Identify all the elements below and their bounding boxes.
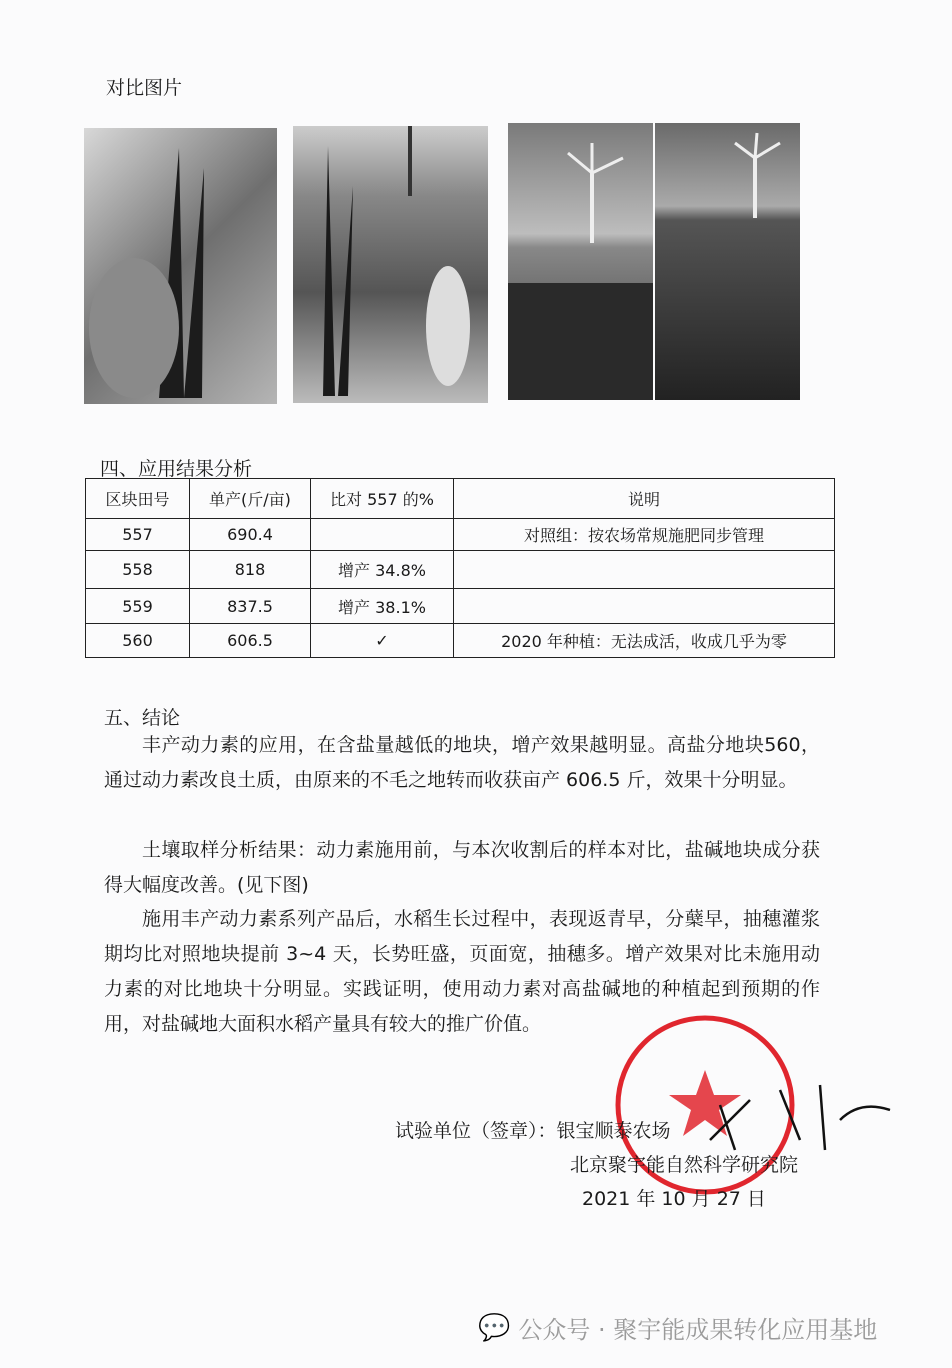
table-row (86, 551, 835, 589)
watermark (478, 1310, 877, 1345)
header-cell: 区块田号 (86, 479, 190, 519)
cell (454, 551, 835, 589)
signature-date: 2021 年 10 月 27 日 (582, 1188, 766, 1210)
paragraph: 丰产动力素的应用，在含盐量越低的地块，增产效果越明显。高盐分地块560，通过动力素改良土质，由原来的不毛之地转而收获亩产 606.5 斤，效果十分明显。 (104, 734, 820, 791)
cell: 增产 38.1% (311, 589, 454, 624)
header-cell: 说明 (454, 479, 835, 519)
header-cell: 单产(斤/亩) (190, 479, 311, 519)
table-header-row (86, 479, 835, 519)
test-unit-2: 北京聚宇能自然科学研究院 (570, 1154, 799, 1176)
rice-panicle-image (293, 126, 488, 403)
header-cell: 比对 557 的% (311, 479, 454, 519)
cell: 818 (190, 551, 311, 589)
photo-wind-turbine-field-after (655, 123, 800, 400)
results-table (85, 478, 835, 658)
paragraph: 土壤取样分析结果：动力素施用前，与本次收割后的样本对比，盐碱地块成分获得大幅度改善。(见下图) (104, 839, 820, 896)
photo-rice-leaves-2 (293, 126, 488, 403)
watermark-text: 公众号 · 聚宇能成果转化应用基地 (518, 1316, 878, 1344)
cell: 690.4 (190, 519, 311, 551)
signature-label (395, 1116, 671, 1143)
cell: 837.5 (190, 589, 311, 624)
wechat-icon: 💬 (478, 1312, 511, 1343)
cell: 560 (86, 624, 190, 658)
section5-title: 五、结论 (104, 707, 181, 729)
table-row (86, 624, 835, 658)
cell (311, 519, 454, 551)
table-row (86, 589, 835, 624)
rice-leaf-image (84, 128, 277, 404)
photo-wind-turbine-field-before (508, 123, 653, 400)
cell (454, 589, 835, 624)
cell: 增产 34.8% (311, 551, 454, 589)
photos-title: 对比图片 (106, 77, 183, 99)
cell: 557 (86, 519, 190, 551)
wind-turbine-image (508, 123, 653, 400)
photo-rice-leaves-1 (84, 128, 277, 404)
paragraph: 施用丰产动力素系列产品后，水稻生长过程中，表现返青早，分蘖早，抽穗灌浆期均比对照地块提前 3~4 天，长势旺盛，页面宽，抽穗多。增产效果对比未施用动力素的对比地块十分明显。实践证明，使用动力素对高盐碱地的种植起到预期的作用，对盐碱地大面积水稻产量具有较大的推广价值。 (104, 908, 820, 1035)
cell: 559 (86, 589, 190, 624)
sign-label: 试验单位（签章）： (395, 1120, 557, 1142)
cell: 2020 年种植：无法成活，收成几乎为零 (454, 624, 835, 658)
check-mark-cell: ✓ (311, 624, 454, 658)
cell: 558 (86, 551, 190, 589)
cell: 606.5 (190, 624, 311, 658)
test-unit-1: 银宝顺泰农场 (556, 1120, 671, 1142)
cell: 对照组：按农场常规施肥同步管理 (454, 519, 835, 551)
table-row (86, 519, 835, 551)
section4-title: 四、应用结果分析 (100, 458, 253, 480)
wind-turbine-image (655, 123, 800, 400)
